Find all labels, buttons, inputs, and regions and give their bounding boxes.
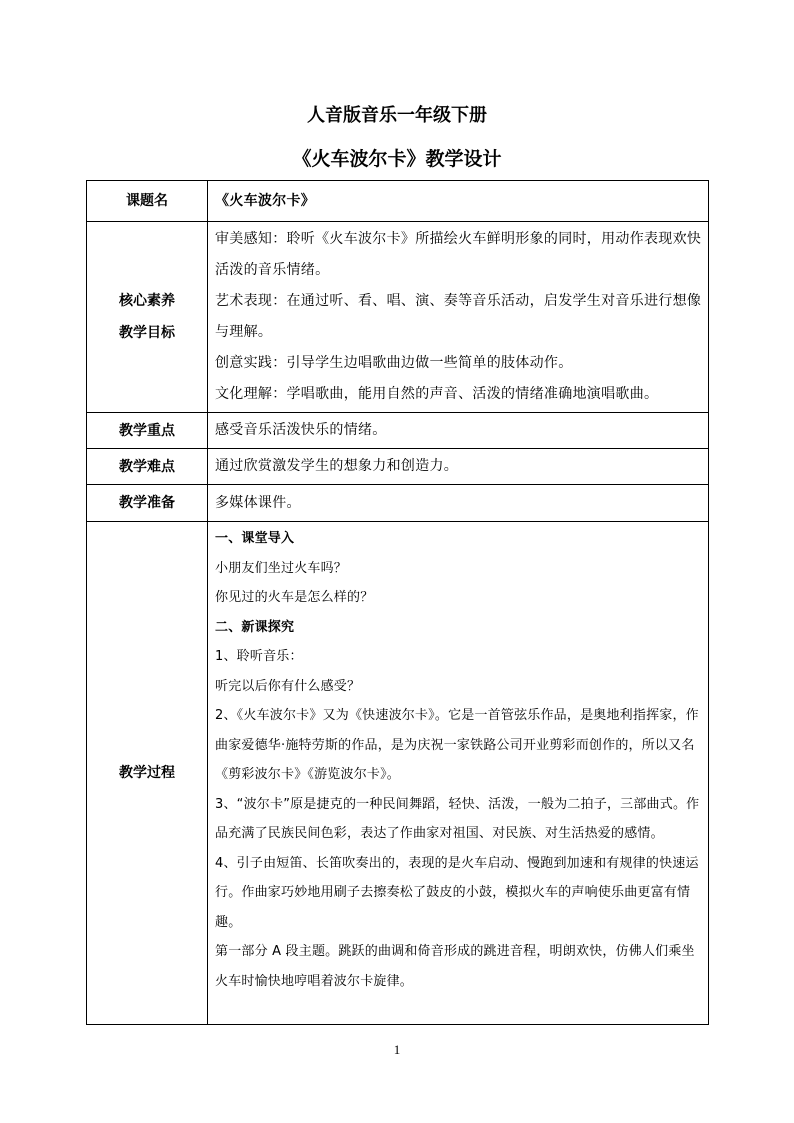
intro-question-2: 你见过的火车是怎么样的？: [215, 590, 374, 605]
document-title: 人音版音乐一年级下册: [307, 105, 487, 126]
objectives-label: [87, 222, 208, 413]
topic-value: 《火车波尔卡》: [208, 181, 709, 222]
table-row-key-point: [87, 413, 709, 449]
objectives-content: [208, 222, 709, 413]
explore-item-4: 4、引子由短笛、长笛吹奏出的，表现的是火车启动、慢跑到加速和有规律的快速运行。作曲家巧妙地用刷子去擦奏松了鼓皮的小鼓，模拟火车的声响使乐曲更富有情趣。: [215, 855, 699, 930]
table-row-difficulty: [87, 449, 709, 485]
page-number: 1: [393, 1042, 401, 1057]
table-row-preparation: [87, 485, 709, 522]
explore-item-3: 3、“波尔卡”原是捷克的一种民间舞蹈，轻快、活泼，一般为二拍子，三部曲式。作品充满了民族民间色彩，表达了作曲家对祖国、对民族、对生活热爱的感情。: [215, 796, 700, 841]
objectives-label-line2: 教学目标: [119, 325, 175, 341]
section-heading-intro: 一、课堂导入: [215, 531, 295, 546]
objective-aesthetic: 审美感知：聆听《火车波尔卡》所描绘火车鲜明形象的同时，用动作表现欢快活泼的音乐情绪。: [215, 231, 702, 278]
key-point-value: 感受音乐活泼快乐的情绪。: [208, 413, 709, 449]
explore-item-1: 1、聆听音乐：: [215, 649, 303, 664]
explore-part-a: 第一部分 A 段主题。跳跃的曲调和倚音形成的跳进音程，明朗欢快，仿佛人们乘坐火车时愉快地哼唱着波尔卡旋律。: [215, 944, 695, 989]
preparation-value: 多媒体课件。: [208, 485, 709, 522]
objective-expression: 艺术表现：在通过听、看、唱、演、奏等音乐活动，启发学生对音乐进行想像与理解。: [215, 293, 702, 340]
explore-item-1-question: 听完以后你有什么感受？: [215, 678, 361, 694]
key-point-label: 教学重点: [87, 413, 208, 449]
objective-creativity: 创意实践：引导学生边唱歌曲边做一些简单的肢体动作。: [215, 355, 573, 371]
table-row-topic: [87, 181, 709, 222]
section-heading-explore: 二、新课探究: [215, 619, 295, 635]
explore-item-2: 2、《火车波尔卡》又为《快速波尔卡》。它是一首管弦乐作品，是奥地利指挥家，作曲家爱德华·施特劳斯的作品，是为庆祝一家铁路公司开业剪彩而创作的，所以又名《剪彩波尔卡》《游览波尔卡》。: [215, 708, 699, 782]
lesson-plan-table: [86, 180, 709, 1025]
process-label: 教学过程: [87, 522, 208, 1025]
topic-label: 课题名: [87, 181, 208, 222]
objectives-label-line1: 核心素养: [119, 293, 175, 309]
difficulty-label: 教学难点: [87, 449, 208, 485]
objective-culture: 文化理解：学唱歌曲，能用自然的声音、活泼的情绪准确地演唱歌曲。: [215, 386, 659, 402]
intro-question-1: 小朋友们坐过火车吗？: [215, 560, 348, 576]
table-row-objectives: [87, 222, 709, 413]
difficulty-value: 通过欣赏激发学生的想象力和创造力。: [208, 449, 709, 485]
table-row-process: [87, 522, 709, 1025]
document-subtitle: 《火车波尔卡》教学设计: [292, 148, 502, 170]
process-content: [208, 522, 709, 1025]
preparation-label: 教学准备: [87, 485, 208, 522]
